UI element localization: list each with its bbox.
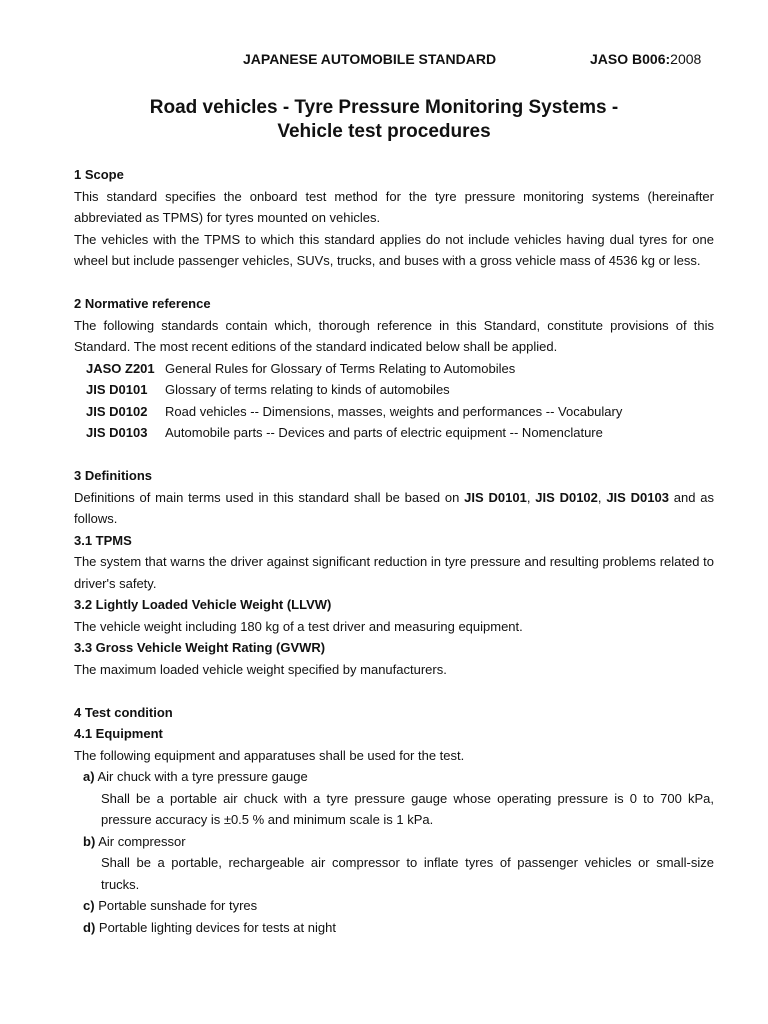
reference-description: General Rules for Glossary of Terms Relating to Automobiles [165, 360, 516, 376]
scope-paragraph-1: This standard specifies the onboard test method for the tyre pressure monitoring systems (hereinafter abbreviated as TPMS) for tyres mounted on vehicles. [74, 188, 714, 225]
section-heading-definitions: 3 Definitions [74, 468, 153, 483]
equipment-detail-b: Shall be a portable, rechargeable air compressor to inflate tyres of passenger vehicles or small-size trucks. [101, 855, 714, 892]
spacer [74, 272, 714, 294]
equipment-item-c [74, 895, 714, 917]
definitions-ref-jis-d0103: JIS D0103 [606, 489, 669, 505]
equipment-item-d [74, 917, 714, 939]
equipment-item-b [74, 831, 714, 853]
equipment-label: Portable lighting devices for tests at night [98, 919, 336, 935]
standard-code-year: 2008 [670, 51, 702, 67]
reference-description: Road vehicles -- Dimensions, masses, weights and performances -- Vocabulary [165, 403, 623, 419]
definitions-intro-text: Definitions of main terms used in this standard shall be based on [74, 489, 465, 505]
definition-heading-llvw: 3.2 Lightly Loaded Vehicle Weight (LLVW) [74, 597, 332, 612]
standard-code [590, 51, 701, 67]
list-letter: c) [83, 898, 95, 913]
scope-paragraph-2: The vehicles with the TPMS to which this standard applies do not include vehicles having dual tyres for one wheel but include passenger vehicles, SUVs, trucks, and buses with a gross vehicle mass of 4536 kg or less. [74, 231, 714, 268]
reference-description: Automobile parts -- Devices and parts of electric equipment -- Nomenclature [165, 425, 603, 440]
definition-text-llvw: The vehicle weight including 180 kg of a test driver and measuring equipment. [74, 618, 523, 634]
list-letter: a) [83, 769, 95, 784]
subsection-heading-equipment: 4.1 Equipment [74, 726, 163, 741]
reference-code: JIS D0101 [86, 382, 148, 397]
list-letter: b) [83, 833, 96, 849]
section-heading-normative-reference: 2 Normative reference [74, 296, 211, 311]
definition-heading-gvwr: 3.3 Gross Vehicle Weight Rating (GVWR) [74, 640, 326, 655]
normative-paragraph: The following standards contain which, thorough reference in this Standard, constitute provisions of this Standard. The most recent editions of the standard indicated below shall be applied. [74, 317, 714, 354]
spacer [74, 444, 714, 466]
document-body [74, 164, 714, 938]
equipment-intro: The following equipment and apparatuses shall be used for the test. [74, 747, 465, 763]
equipment-label: Portable sunshade for tyres [98, 898, 258, 913]
section-heading-scope: 1 Scope [74, 167, 124, 182]
definitions-intro [74, 487, 714, 530]
equipment-item-a [74, 766, 714, 788]
definition-heading-tpms: 3.1 TPMS [74, 532, 132, 548]
equipment-label: Air chuck with a tyre pressure gauge [97, 769, 308, 784]
document-title [0, 96, 768, 144]
reference-code: JASO Z201 [86, 360, 155, 376]
definitions-ref-jis-d0102: JIS D0102 [535, 489, 598, 505]
reference-row [74, 422, 714, 444]
title-line-1: Road vehicles - Tyre Pressure Monitoring Systems - [149, 97, 619, 118]
definition-text-gvwr: The maximum loaded vehicle weight specified by manufacturers. [74, 661, 447, 677]
definitions-intro-ending: and as follows. [74, 489, 715, 526]
definitions-intro-separator: , [597, 489, 607, 505]
title-line-2: Vehicle test procedures [277, 121, 491, 142]
definitions-intro-separator: , [526, 489, 536, 505]
reference-row [74, 358, 714, 380]
list-letter: d) [83, 919, 96, 935]
reference-row [74, 379, 714, 401]
equipment-label: Air compressor [98, 833, 186, 849]
standard-name: JAPANESE AUTOMOBILE STANDARD [243, 51, 497, 67]
standard-code-number: JASO B006: [590, 51, 671, 67]
definitions-ref-jis-d0101: JIS D0101 [464, 489, 527, 505]
document-header [0, 51, 768, 71]
reference-description: Glossary of terms relating to kinds of automobiles [165, 382, 450, 397]
reference-code: JIS D0102 [86, 403, 148, 419]
equipment-detail-a: Shall be a portable air chuck with a tyre pressure gauge whose operating pressure is 0 to 700 kPa, pressure accuracy is ±0.5 % and minimum scale is 1 kPa. [101, 790, 714, 827]
reference-row [74, 401, 714, 423]
definition-text-tpms: The system that warns the driver against significant reduction in tyre pressure and resulting problems related to driver's safety. [74, 554, 714, 591]
spacer [74, 680, 714, 702]
reference-code: JIS D0103 [86, 425, 148, 440]
section-heading-test-condition: 4 Test condition [74, 704, 173, 720]
